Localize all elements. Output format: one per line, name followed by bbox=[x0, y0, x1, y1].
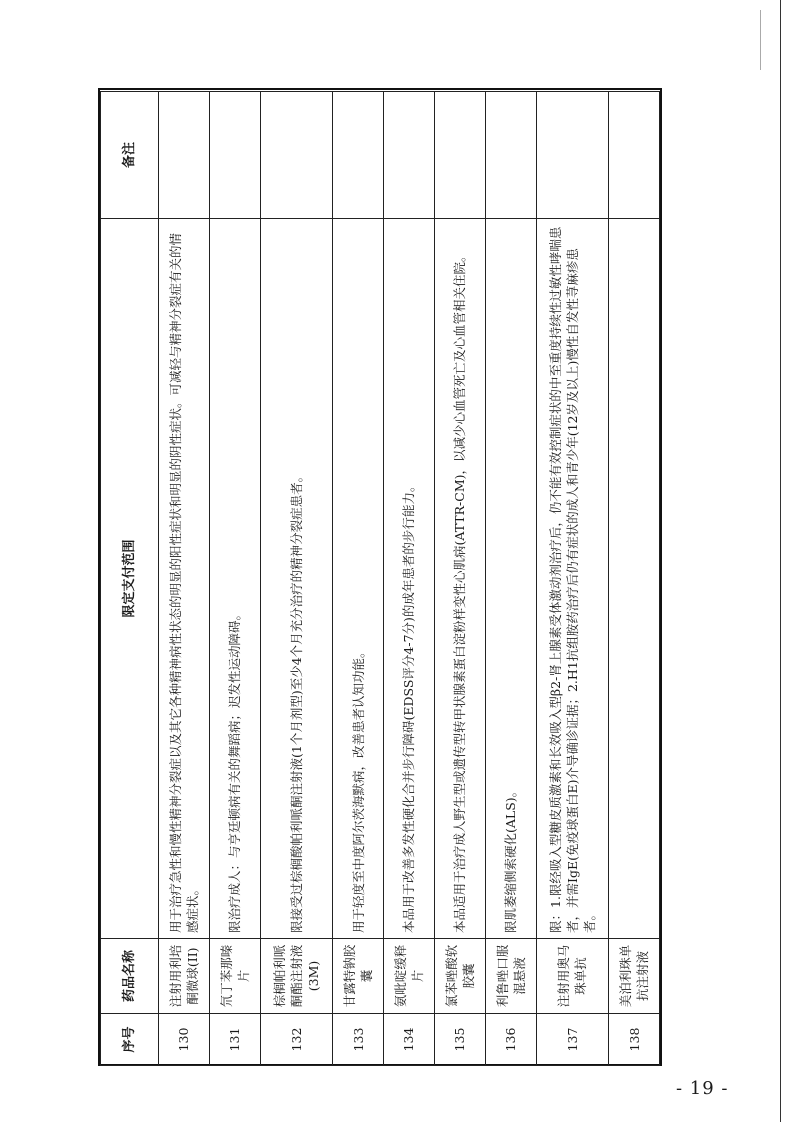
row-scope: 本品用于改善多发性硬化合并步行障碍(EDSS评分4-7分)的成年患者的步行能力。 bbox=[384, 219, 435, 939]
row-note bbox=[159, 92, 210, 219]
row-note bbox=[209, 92, 260, 219]
row-note bbox=[434, 92, 485, 219]
row-drug-name: 美泊利珠单抗注射液 bbox=[609, 939, 660, 1014]
table-row bbox=[384, 92, 435, 1066]
header-no: 序号 bbox=[101, 1014, 159, 1066]
table-header-row bbox=[101, 92, 159, 1066]
row-scope: 限：1.限经吸入型糖皮质激素和长效吸入型β2-肾上腺素受体激动剂治疗后，仍不能有效控制症状的中至重度持续性过敏性哮喘患者，并需IgE(免疫球蛋白E)介导确诊证据；2.H1抗组胺药治疗后仍有症状的成人和青少年(12岁及以上)慢性自发性荨麻疹患者。 bbox=[536, 219, 608, 939]
row-note bbox=[609, 92, 660, 219]
row-drug-name: 氘丁苯那嗪片 bbox=[209, 939, 260, 1014]
row-no: 133 bbox=[333, 1014, 384, 1066]
row-no: 137 bbox=[536, 1014, 608, 1066]
header-name: 药品名称 bbox=[101, 939, 159, 1014]
row-note bbox=[260, 92, 332, 219]
table-row bbox=[434, 92, 485, 1066]
table-row bbox=[159, 92, 210, 1066]
drug-table-rotated bbox=[100, 92, 660, 1066]
table-row bbox=[209, 92, 260, 1066]
row-drug-name: 利鲁唑口服混悬液 bbox=[485, 939, 536, 1014]
row-scope: 用于治疗急性和慢性精神分裂症以及其它各种精神病性状态的明显的阳性症状和明显的阴性症状。可减轻与精神分裂症有关的情感症状。 bbox=[159, 219, 210, 939]
row-note bbox=[536, 92, 608, 219]
row-note bbox=[384, 92, 435, 219]
row-drug-name: 棕榈帕利哌酮酯注射液(3M) bbox=[260, 939, 332, 1014]
row-no: 130 bbox=[159, 1014, 210, 1066]
row-drug-name: 注射用奥马珠单抗 bbox=[536, 939, 608, 1014]
row-drug-name: 注射用利培酮微球(II) bbox=[159, 939, 210, 1014]
row-scope: 限接受过棕榈酸帕利哌酮注射液(1个月剂型)至少4个月充分治疗的精神分裂症患者。 bbox=[260, 219, 332, 939]
page-number: - 19 - bbox=[676, 1078, 729, 1099]
row-scope: 限治疗成人：与亨廷顿病有关的舞蹈病；迟发性运动障碍。 bbox=[209, 219, 260, 939]
scan-mark bbox=[760, 10, 773, 70]
row-scope: 用于轻度至中度阿尔茨海默病，改善患者认知功能。 bbox=[333, 219, 384, 939]
page-edge-rule bbox=[780, 0, 781, 1122]
row-no: 135 bbox=[434, 1014, 485, 1066]
row-drug-name: 氯苯唑酸软胶囊 bbox=[434, 939, 485, 1014]
row-no: 131 bbox=[209, 1014, 260, 1066]
row-scope bbox=[609, 219, 660, 939]
table-row bbox=[260, 92, 332, 1066]
row-note bbox=[333, 92, 384, 219]
table-row bbox=[485, 92, 536, 1066]
row-no: 132 bbox=[260, 1014, 332, 1066]
header-scope: 限定支付范围 bbox=[101, 219, 159, 939]
row-scope: 本品适用于治疗成人野生型或遗传型转甲状腺素蛋白淀粉样变性心肌病(ATTR-CM)，以减少心血管死亡及心血管相关住院。 bbox=[434, 219, 485, 939]
row-drug-name: 甘露特钠胶囊 bbox=[333, 939, 384, 1014]
row-no: 134 bbox=[384, 1014, 435, 1066]
table-row bbox=[609, 92, 660, 1066]
table-row bbox=[536, 92, 608, 1066]
drug-table bbox=[100, 91, 660, 1066]
row-no: 138 bbox=[609, 1014, 660, 1066]
row-no: 136 bbox=[485, 1014, 536, 1066]
table-row bbox=[333, 92, 384, 1066]
header-note: 备注 bbox=[101, 92, 159, 219]
row-note bbox=[485, 92, 536, 219]
drug-table-frame bbox=[98, 88, 662, 1066]
row-scope: 限肌萎缩侧索硬化(ALS)。 bbox=[485, 219, 536, 939]
row-drug-name: 氨吡啶缓释片 bbox=[384, 939, 435, 1014]
